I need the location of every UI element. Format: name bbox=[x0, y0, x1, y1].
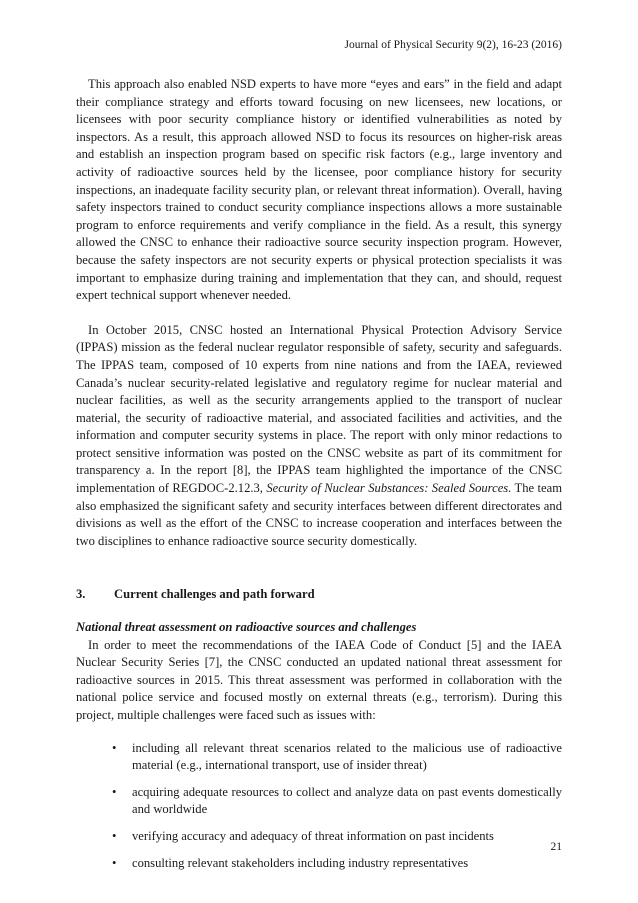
list-item bbox=[76, 855, 562, 873]
page-body bbox=[76, 76, 562, 881]
paragraph-ippas-mission bbox=[76, 322, 562, 551]
subsection-heading: National threat assessment on radioactive sources and challenges bbox=[76, 620, 417, 635]
list-item-text: acquiring adequate resources to collect and analyze data on past events domestically and worldwide bbox=[132, 784, 562, 817]
paragraph-ippas-text: In October 2015, CNSC hosted an International Physical Protection Advisory Service (IPPAS) mission as the federal nuclear regulator responsible of safety, security and safeguards. The IPPAS team, composed of 10 experts from nine nations and from the IAEA, reviewed Canada’s nuclear security-related legislative and regulatory regime for nuclear material and nuclear facilities, as well as the security arrangements applied to the transport of nuclear material, the security of radioactive material, and associated facilities and activities, and the information and computer security systems in place. The report with only minor redactions to protect sensitive information was posted on the CNSC website as part of its commitment for transparency a. In the report [8], the IPPAS team highlighted the importance of the CNSC implementation of REGDOC-2.12.3, bbox=[76, 322, 562, 496]
section-heading bbox=[76, 586, 562, 604]
list-item bbox=[76, 828, 562, 846]
section-number: 3. bbox=[76, 587, 86, 602]
list-item-text: verifying accuracy and adequacy of threat information on past incidents bbox=[132, 828, 494, 843]
paragraph-inspection-approach: This approach also enabled NSD experts to have more “eyes and ears” in the field and adapt their compliance strategy and efforts toward focusing on new licensees, new locations, or licensees with poor security compliance history or identified vulnerabilities as noted by inspectors. As a result, this approach allowed NSD to focus its resources on higher-risk areas and establish an inspection program based on specific risk factors (e.g., large inventory and activity of radioactive sources held by the licensee, poor compliance history for security inspections, an inadequate facility security plan, or relevant threat information). Overall, having safety inspectors trained to conduct security compliance inspections allows a more sustainable program to enforce requirements and verify compliance in the field. As a result, this synergy allowed the CNSC to enhance their radioactive source security inspection program. However, because the safety inspectors are not security experts or physical protection specialists it was important to emphasize during training and implementation that they can, and should, request expert technical support whenever needed. bbox=[76, 77, 562, 303]
page-number: 21 bbox=[550, 841, 562, 853]
bullet-icon: • bbox=[112, 784, 117, 799]
section-title: Current challenges and path forward bbox=[114, 587, 315, 602]
paragraph-threat-assessment: In order to meet the recommendations of the IAEA Code of Conduct [5] and the IAEA Nuclear Security Series [7], the CNSC conducted an updated national threat assessment for radioactive sources in 2015. This threat assessment was performed in collaboration with the national police service and focused mostly on external threats (e.g., terrorism). During this project, multiple challenges were faced such as issues with: bbox=[76, 637, 562, 722]
bullet-icon: • bbox=[112, 740, 117, 755]
running-header: Journal of Physical Security 9(2), 16-23 (2016) bbox=[344, 39, 562, 51]
list-item bbox=[76, 740, 562, 775]
list-item-text: consulting relevant stakeholders including industry representatives bbox=[132, 855, 469, 870]
bullet-icon: • bbox=[112, 855, 117, 870]
regdoc-title: Security of Nuclear Substances: Sealed Sources. bbox=[266, 481, 512, 496]
list-item-text: including all relevant threat scenarios related to the malicious use of radioactive material (e.g., international transport, use of insider threat) bbox=[132, 740, 562, 773]
list-item bbox=[76, 784, 562, 819]
challenges-list bbox=[76, 740, 562, 873]
paragraph-ippas-text-end: The team also emphasized the significant safety and security interfaces between different directorates and divisions as well as the effort of the CNSC to increase cooperation and interfaces between the two disciplines to enhance radioactive source security domestically. bbox=[76, 481, 562, 548]
bullet-icon: • bbox=[112, 828, 117, 843]
